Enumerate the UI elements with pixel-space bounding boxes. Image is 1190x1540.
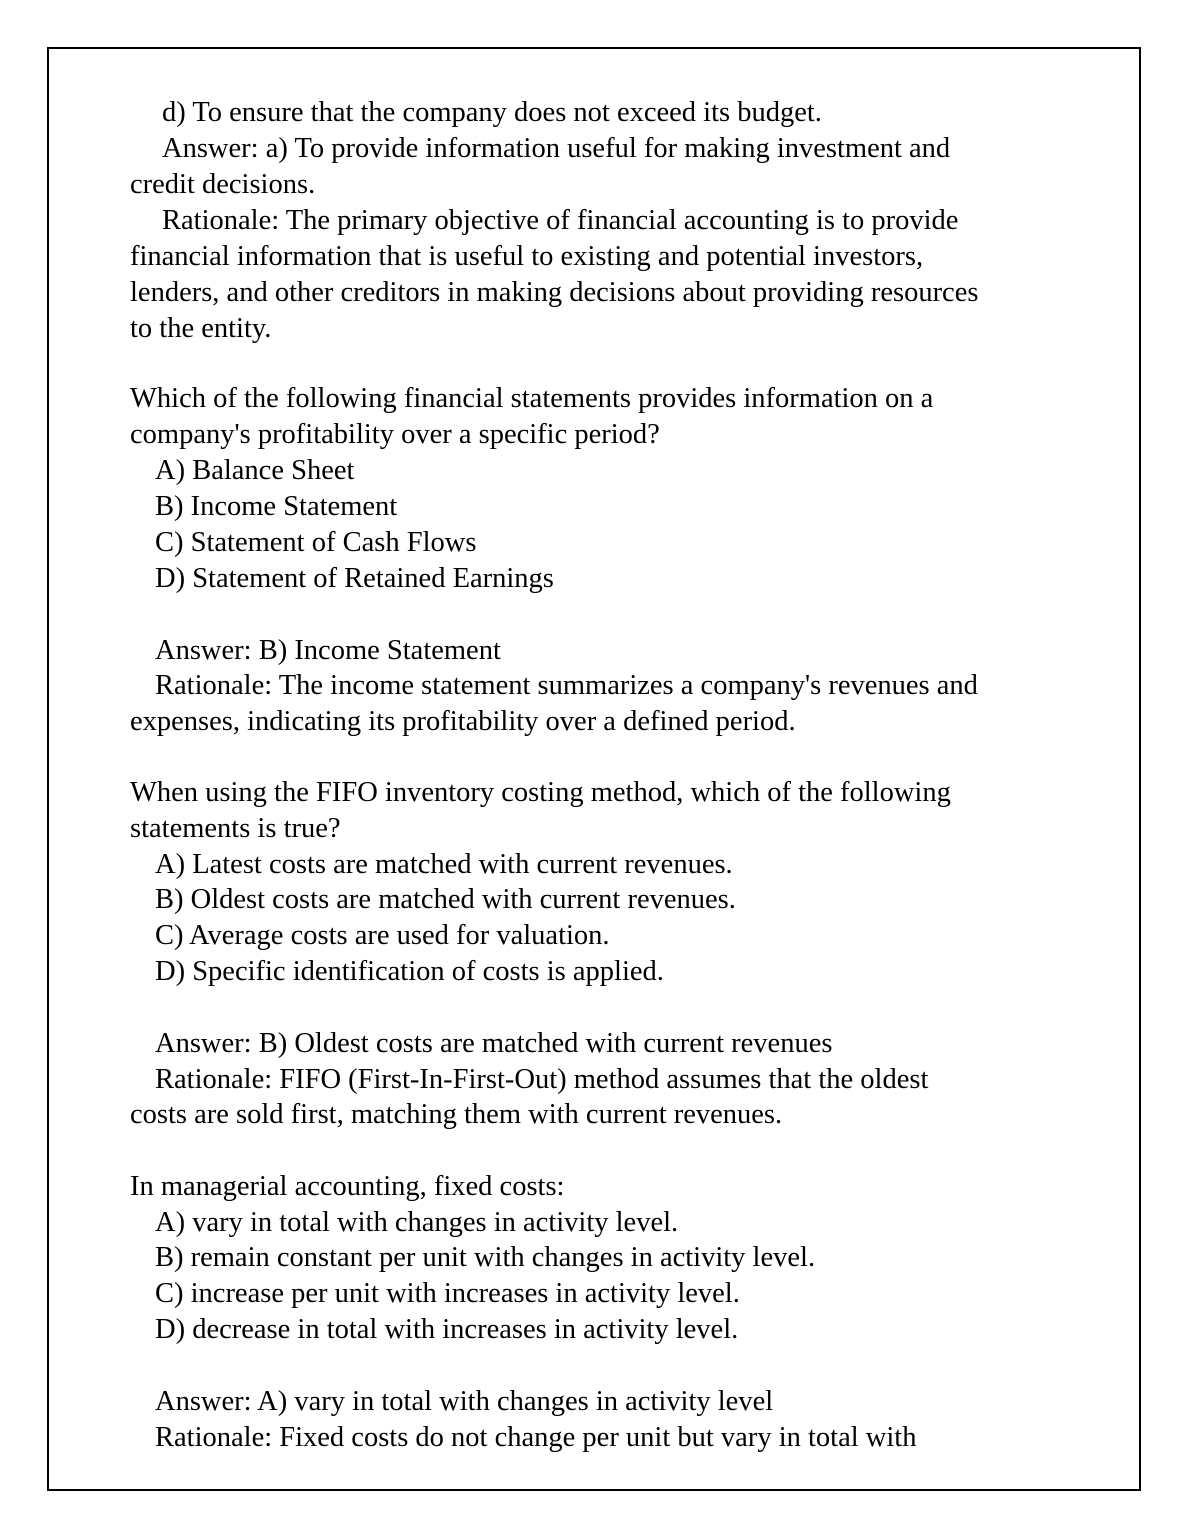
option-d: D) Statement of Retained Earnings xyxy=(155,563,554,594)
option-b: B) Oldest costs are matched with current revenues. xyxy=(155,884,736,915)
option-d: D) decrease in total with increases in activity level. xyxy=(155,1314,739,1345)
answer-text: Answer: B) Income Statement xyxy=(155,635,501,666)
option-a: A) Latest costs are matched with current revenues. xyxy=(155,849,733,880)
rationale-text: Rationale: The income statement summarizes a company's revenues and xyxy=(155,670,978,701)
answer-text: Answer: a) To provide information useful for making investment and xyxy=(162,133,951,164)
option-c: C) Statement of Cash Flows xyxy=(155,527,477,558)
answer-text-continued: credit decisions. xyxy=(130,169,316,200)
rationale-text-continued: lenders, and other creditors in making decisions about providing resources xyxy=(130,277,979,308)
rationale-text-continued: costs are sold first, matching them with current revenues. xyxy=(130,1099,783,1130)
option-c: C) increase per unit with increases in activity level. xyxy=(155,1278,740,1309)
option-a: A) vary in total with changes in activity level. xyxy=(155,1207,679,1238)
option-b: B) remain constant per unit with changes in activity level. xyxy=(155,1242,816,1273)
option-d: D) Specific identification of costs is applied. xyxy=(155,956,664,987)
question-text-continued: statements is true? xyxy=(130,813,341,844)
question-text: In managerial accounting, fixed costs: xyxy=(130,1171,565,1202)
option-a: A) Balance Sheet xyxy=(155,455,355,486)
rationale-text: Rationale: Fixed costs do not change per unit but vary in total with xyxy=(155,1422,917,1453)
option-b: B) Income Statement xyxy=(155,491,398,522)
question-text: Which of the following financial statements provides information on a xyxy=(130,383,934,414)
answer-text: Answer: A) vary in total with changes in activity level xyxy=(155,1386,774,1417)
rationale-text-continued: expenses, indicating its profitability over a defined period. xyxy=(130,706,796,737)
answer-text: Answer: B) Oldest costs are matched with current revenues xyxy=(155,1028,833,1059)
rationale-text: Rationale: The primary objective of financial accounting is to provide xyxy=(162,205,959,236)
rationale-text-continued: to the entity. xyxy=(130,313,272,344)
question-text-continued: company's profitability over a specific period? xyxy=(130,419,660,450)
rationale-text-continued: financial information that is useful to existing and potential investors, xyxy=(130,241,924,272)
question-text: When using the FIFO inventory costing method, which of the following xyxy=(130,777,951,808)
rationale-text: Rationale: FIFO (First-In-First-Out) method assumes that the oldest xyxy=(155,1064,929,1095)
option-d-text: d) To ensure that the company does not exceed its budget. xyxy=(162,97,822,128)
option-c: C) Average costs are used for valuation. xyxy=(155,920,610,951)
